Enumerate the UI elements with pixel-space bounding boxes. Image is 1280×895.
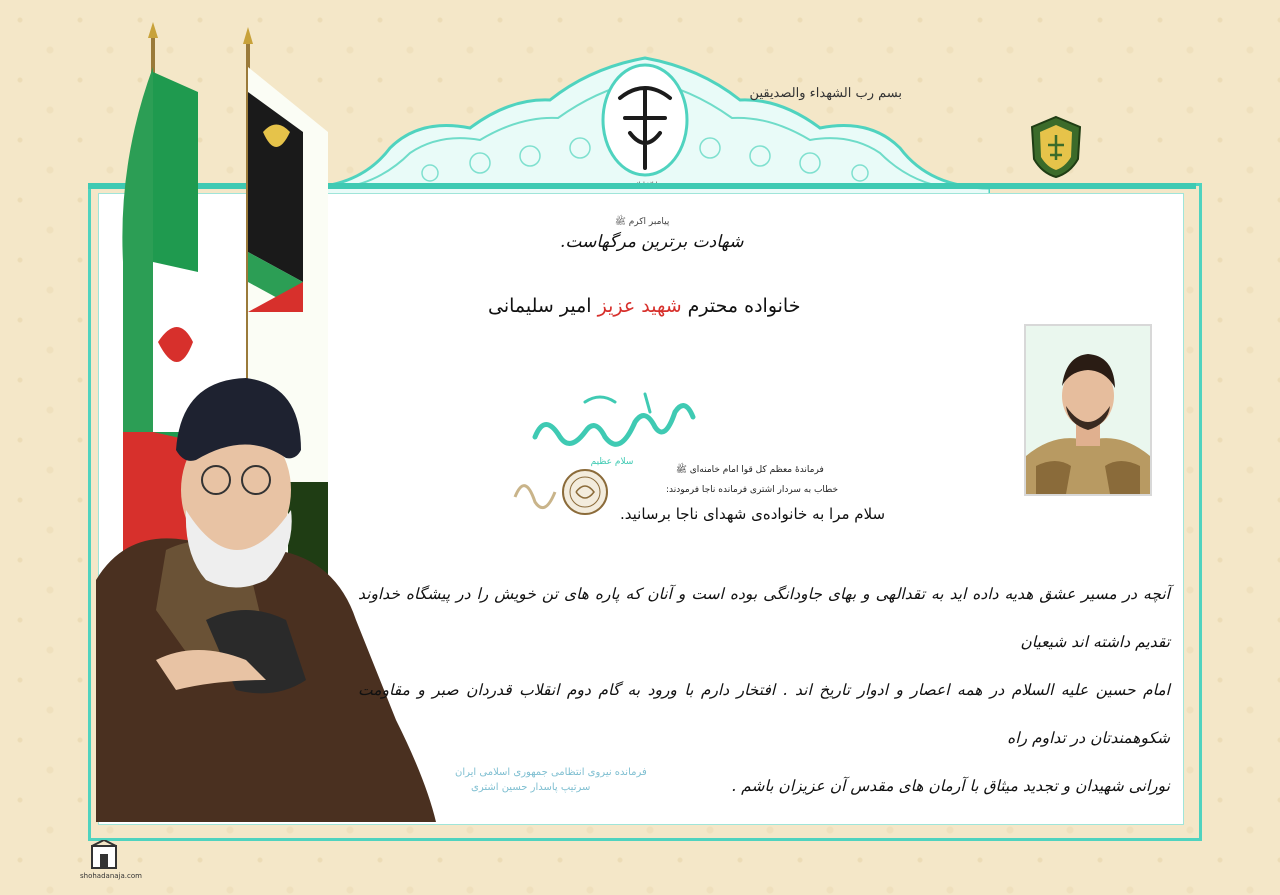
addressee-prefix: خانواده محترم xyxy=(687,295,801,317)
hadith-text: شهادت برترین مرگهاست. xyxy=(560,232,744,252)
site-logo-icon xyxy=(84,840,124,872)
letter-body-line: آنچه در مسیر عشق هدیه داده اید به تقدالهی و بهای جاودانگی بوده است و آنان که پاره های تن خویش را در پیشگاه خداوند تقدیم داشته اند شیعیان xyxy=(358,585,1170,651)
martyr-photo xyxy=(1024,324,1152,496)
hadith-source: پیامبر اکرم ﷺ xyxy=(615,217,670,227)
calligraphy-emblem xyxy=(590,58,700,188)
attribution-line-2: خطاب به سردار اشتری فرمانده ناجا فرمودند: xyxy=(666,485,839,495)
site-url: shohadanaja.com xyxy=(80,872,142,880)
greeting-line: سلام مرا به خانواده‌ی شهدای ناجا برسانید. xyxy=(620,505,886,523)
salam-script-text: سلام عظیم xyxy=(590,457,634,467)
addressee-name: امیر سلیمانی xyxy=(488,295,592,317)
signatory-title: فرمانده نیروی انتظامی جمهوری اسلامی ایران xyxy=(455,767,647,778)
addressee-highlight: شهید عزیز xyxy=(597,295,682,317)
attribution-line-1: فرماندهٔ معظم کل قوا امام خامنه‌ای ﷺ xyxy=(676,465,824,475)
bismillah-text: بسم رب الشهداء والصدیقین xyxy=(749,86,902,101)
salam-calligraphy xyxy=(525,382,700,467)
letter-body-line: نورانی شهیدان و تجدید میثاق با آرمان های مقدس آن عزیزان باشم . xyxy=(731,777,1170,795)
leader-seal-and-signature xyxy=(510,462,610,524)
police-emblem-icon xyxy=(1030,115,1082,179)
signatory-name: سرتیپ پاسدار حسین اشتری xyxy=(471,782,591,793)
addressee-line xyxy=(488,295,800,317)
letter-body-line: امام حسین علیه السلام در همه اعصار و ادوار تاریخ اند . افتخار دارم با ورود به گام دوم انقلاب قدردان صبر و مقاومت شکوهمندتان در تداوم راه xyxy=(358,681,1170,747)
